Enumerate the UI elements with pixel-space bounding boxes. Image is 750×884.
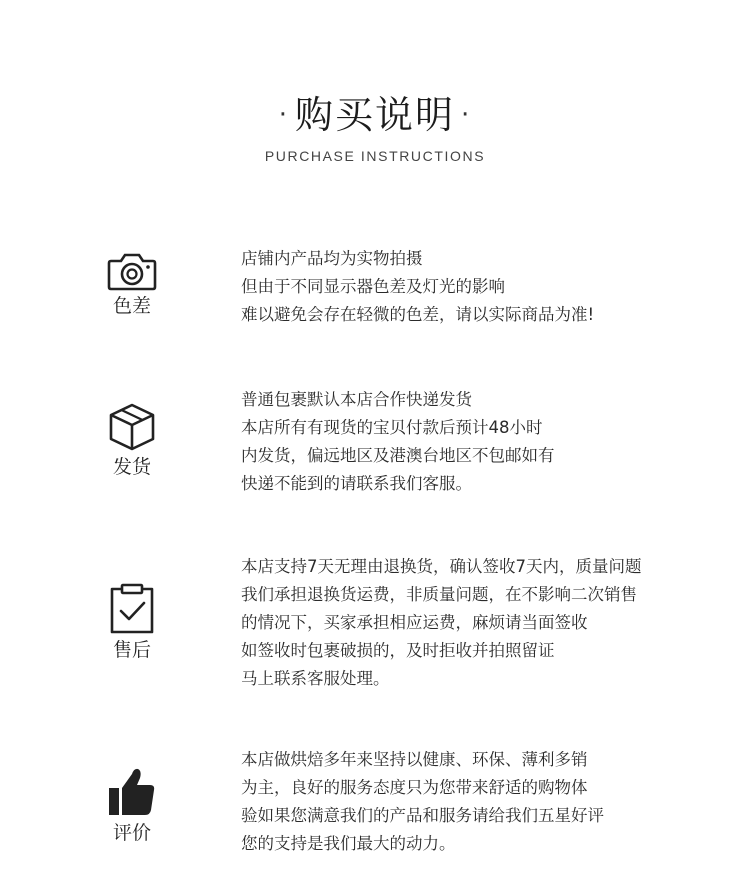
text-line: 普通包裹默认本店合作快递发货: [241, 390, 472, 409]
review-icon-group: [102, 766, 162, 844]
title-dot-left: ·: [278, 100, 289, 130]
section-label-color-difference: 色差: [112, 295, 151, 317]
after-sales-icon-group: [102, 583, 162, 661]
package-box-icon: [107, 402, 157, 452]
text-line: 本店支持7天无理由退换货，确认签收7天内，质量问题: [241, 557, 642, 576]
text-line: 验如果您满意我们的产品和服务请给我们五星好评: [241, 806, 604, 825]
section-text-shipping: [241, 386, 721, 498]
section-text-review: [241, 746, 721, 858]
text-line: 如签收时包裹破损的，及时拒收并拍照留证: [241, 641, 555, 660]
section-label-review: 评价: [112, 822, 151, 844]
text-line: 本店所有有现货的宝贝付款后预计48小时: [241, 418, 543, 437]
page-subtitle: PURCHASE INSTRUCTIONS: [264, 148, 486, 164]
text-line: 的情况下，买家承担相应运费，麻烦请当面签收: [241, 613, 588, 632]
text-line: 马上联系客服处理。: [241, 669, 390, 688]
text-line: 我们承担退换货运费，非质量问题，在不影响二次销售: [241, 585, 637, 604]
section-text-color-difference: [241, 245, 721, 329]
page-header: [0, 90, 750, 164]
clipboard-check-icon: [107, 583, 157, 635]
text-line: 难以避免会存在轻微的色差，请以实际商品为准!: [241, 305, 595, 324]
page-title-text: 购买说明: [294, 93, 455, 137]
text-line: 店铺内产品均为实物拍摄: [241, 249, 423, 268]
text-line: 为主，良好的服务态度只为您带来舒适的购物体: [241, 778, 588, 797]
camera-icon: [107, 251, 157, 291]
section-label-shipping: 发货: [112, 456, 151, 478]
shipping-icon-group: [102, 402, 162, 478]
section-label-after-sales: 售后: [112, 639, 151, 661]
text-line: 内发货，偏远地区及港澳台地区不包邮如有: [241, 446, 555, 465]
text-line: 您的支持是我们最大的动力。: [241, 834, 456, 853]
section-text-after-sales: [241, 553, 721, 693]
text-line: 本店做烘焙多年来坚持以健康、环保、薄利多销: [241, 750, 588, 769]
text-line: 快递不能到的请联系我们客服。: [241, 474, 472, 493]
text-line: 但由于不同显示器色差及灯光的影响: [241, 277, 505, 296]
color-difference-icon-group: [102, 251, 162, 317]
page-title: [279, 90, 472, 140]
title-dot-right: ·: [461, 100, 472, 130]
thumbs-up-icon: [106, 766, 158, 818]
